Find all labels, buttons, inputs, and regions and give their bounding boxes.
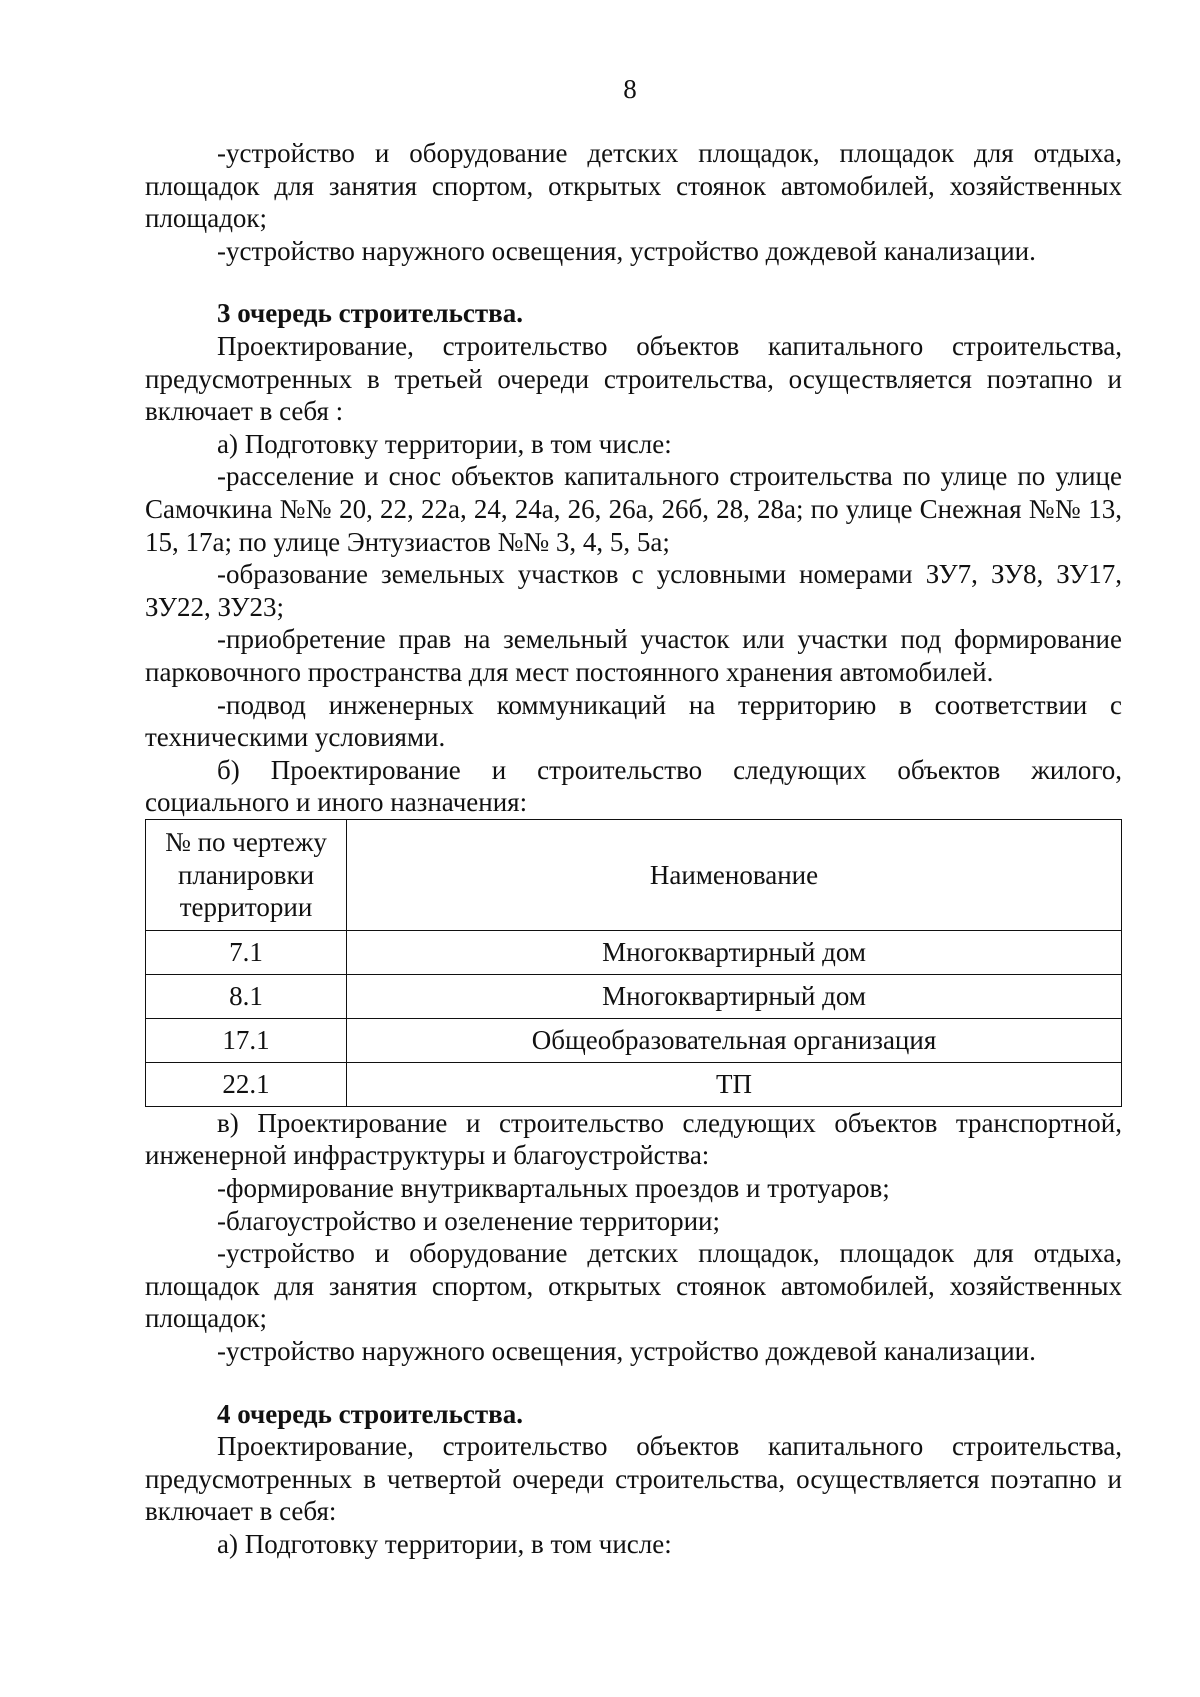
objects-table (145, 819, 1122, 1107)
list-item: -благоустройство и озеленение территории; (217, 1205, 720, 1236)
paragraph: -устройство наружного освещения, устройство дождевой канализации. (217, 235, 1036, 266)
list-item: -расселение и снос объектов капитального строительства по улице по улице Самочкина №№ 20, 22, 22а, 24, 24а, 26, 26а, 26б, 28, 28а; по улице Снежная №№ 13, 15, 17а; по улице Энтузиастов №№ 3, 4, 5, 5а; (145, 461, 1122, 557)
paragraph: -устройство и оборудование детских площадок, площадок для отдыха, площадок для занятия спортом, открытых стоянок автомобилей, хозяйственных площадок; (145, 138, 1122, 234)
paragraph: Проектирование, строительство объектов капитального строительства, предусмотренных в четвертой очереди строительства, осуществляется поэтапно и включает в себя: (145, 1431, 1122, 1527)
table-cell-name: ТП (347, 1062, 1122, 1106)
column-header-name: Наименование (347, 819, 1122, 930)
table-cell-number: 7.1 (146, 930, 347, 974)
list-item: -подвод инженерных коммуникаций на территорию в соответствии с техническими условиями. (145, 689, 1122, 753)
list-item: б) Проектирование и строительство следующих объектов жилого, социального и иного назначения: (145, 754, 1122, 818)
list-item: а) Подготовку территории, в том числе: (217, 428, 672, 459)
paragraph: Проектирование, строительство объектов капитального строительства, предусмотренных в третьей очереди строительства, осуществляется поэтапно и включает в себя : (145, 330, 1122, 427)
table-cell-name: Многоквартирный дом (347, 930, 1122, 974)
section-heading: 4 очередь строительства. (217, 1398, 523, 1429)
column-header-number: № по чертежу планировки территории (146, 819, 347, 930)
table-cell-name: Общеобразовательная организация (347, 1018, 1122, 1062)
table-row (146, 1062, 1122, 1106)
table-row (146, 930, 1122, 974)
section-heading: 3 очередь строительства. (217, 298, 523, 329)
list-item: а) Подготовку территории, в том числе: (217, 1529, 672, 1559)
table-cell-number: 8.1 (146, 974, 347, 1018)
table-cell-name: Многоквартирный дом (347, 974, 1122, 1018)
list-item: -устройство наружного освещения, устройство дождевой канализации. (217, 1336, 1036, 1367)
list-item: -приобретение прав на земельный участок или участки под формирование парковочного пространства для мест постоянного хранения автомобилей. (145, 624, 1122, 687)
table-header-row (146, 819, 1122, 930)
list-item: в) Проектирование и строительство следующих объектов транспортной, инженерной инфраструктуры и благоустройства: (145, 1107, 1122, 1171)
spacer (145, 1368, 1122, 1398)
list-item: -образование земельных участков с условными номерами ЗУ7, ЗУ8, ЗУ17, ЗУ22, ЗУ23; (145, 559, 1122, 622)
table-row (146, 1018, 1122, 1062)
list-item: -формирование внутриквартальных проездов и тротуаров; (217, 1173, 890, 1204)
page-number: 8 (623, 74, 637, 104)
list-item: -устройство и оборудование детских площадок, площадок для отдыха, площадок для занятия спортом, открытых стоянок автомобилей, хозяйственных площадок; (145, 1238, 1122, 1334)
table-row (146, 974, 1122, 1018)
spacer (145, 267, 1122, 297)
document-body (145, 137, 1122, 1561)
table-cell-number: 17.1 (146, 1018, 347, 1062)
table-cell-number: 22.1 (146, 1062, 347, 1106)
